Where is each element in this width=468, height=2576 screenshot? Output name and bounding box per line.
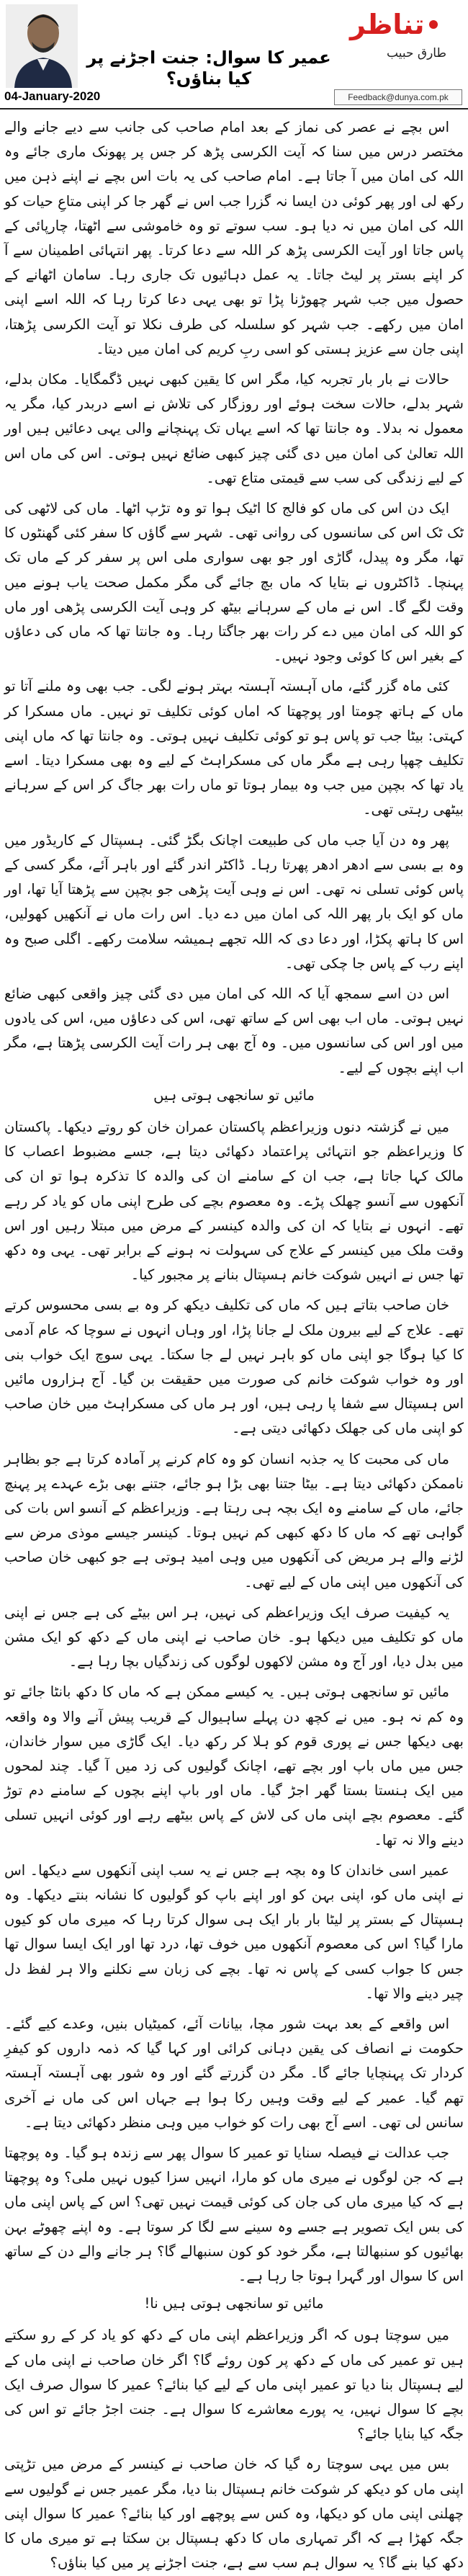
feedback-email[interactable]: Feedback@dunya.com.pk (334, 89, 462, 105)
article-paragraph: اس واقعے کے بعد بہت شور مچا، بیانات آئے، کمیٹیاں بنیں، وعدے کیے گئے۔ حکومت نے انصاف کی یقین دہانی کرائی اور کہا گیا کہ ذمہ داروں کو کیفرِ کردار تک پہنچایا جائے گا۔ مگر دن گزرتے گئے اور وہ شور بھی آہستہ آہستہ تھم گیا۔ عمیر کے لیے وقت وہیں رکا ہوا ہے جہاں اس کی ماں نے آخری سانس لی تھی۔ اسے آج بھی رات کو خواب میں وہی منظر دکھائی دیتا ہے۔ (4, 2016, 464, 2131)
refrain-line: مائیں تو سانجھی ہوتی ہیں (153, 1086, 315, 1104)
article-headline: عمیر کا سوال: جنت اجڑنے پر کیا بناؤں؟ (86, 48, 331, 89)
article-paragraph: اس بچے نے عصر کی نماز کے بعد امام صاحب کی جانب سے دیے جانے والے مختصر درس میں سنا کہ آیت الکرسی پڑھ کر جس پر پھونک ماری جائے وہ اللہ کی امان میں آ جاتا ہے۔ امام صاحب کی یہ بات اس بچے نے اپنے ذہن میں رکھ لی اور پھر کوئی دن ایسا نہ گزرا جب اس نے گھر جا کر اپنی متاعِ حیات کو اللہ کی امان میں نہ دیا ہو۔ سب سوتے تو وہ خاموشی سے اٹھتا، چارپائی کے پاس جاتا اور آیت الکرسی پڑھ کر اللہ سے دعا کرتا۔ پھر انتہائی اطمینان سے آ کر اپنے بستر پر لیٹ جاتا۔ یہ عمل دہائیوں تک جاری رہا۔ سامان اٹھانے کے حصول میں جب شہر چھوڑنا پڑا تو بھی یہی دعا کرتا رہا کہ اللہ اسے اپنی امان میں رکھے۔ جب شہر کو سلسلہ کی طرف نکلا تو آیت الکرسی پڑھتا، اپنی جان سے عزیز ہستی کو اسی ربِ کریم کی امان میں دیتا۔ (4, 119, 464, 357)
article-paragraph: عمیر اسی خاندان کا وہ بچہ ہے جس نے یہ سب اپنی آنکھوں سے دیکھا۔ اس نے اپنی ماں کو، اپنی بہن کو اور اپنے باپ کو گولیوں کا نشانہ بنتے دیکھا۔ وہ ہسپتال کے بستر پر لیٹا بار بار ایک ہی سوال کرتا رہا کہ میری ماں کو کیوں مارا گیا؟ اس کی معصوم آنکھوں میں خوف تھا، درد تھا اور ایک ایسا سوال تھا جس کا جواب کسی کے پاس نہ تھا۔ بچے کی زبان سے نکلنے والا ہر لفظ دل چیر دینے والا تھا۔ (4, 1861, 464, 2002)
article-paragraph: میں نے گزشتہ دنوں وزیراعظم پاکستان عمران خان کو روتے دیکھا۔ پاکستان کا وزیراعظم جو انتہائی پراعتماد دکھائی دیتا ہے، جسے مضبوط اعصاب کا مالک کہا جاتا ہے، جب ان کے سامنے ان کی والدہ کا تذکرہ ہوا تو ان کی آنکھوں سے آنسو چھلک پڑے۔ وہ معصوم بچے کی طرح اپنی ماں کو یاد کر رہے تھے۔ انہوں نے بتایا کہ ان کی والدہ کینسر کے مرض میں مبتلا رہیں اور اس وقت ملک میں کینسر کے علاج کی سہولت نہ ہونے کے برابر تھی۔ یہی وہ دکھ تھا جس نے انہیں شوکت خانم ہسپتال بنانے پر مجبور کیا۔ (4, 1118, 464, 1284)
article-paragraph: کئی ماہ گزر گئے، ماں آہستہ آہستہ بہتر ہونے لگی۔ جب بھی وہ ملنے آتا تو ماں کے ہاتھ چومتا اور پوچھتا کہ اماں کوئی تکلیف تو نہیں۔ ماں مسکرا کر کہتی: بیٹا جب تو پاس ہو تو کوئی تکلیف نہیں ہوتی۔ وہ جانتا تھا کہ ماں اپنی تکلیف چھپا رہی ہے مگر ماں کی مسکراہٹ کے لیے وہ بھی مسکرا دیتا۔ اسے یاد تھا کہ بچپن میں جب وہ بیمار ہوتا تو ماں رات بھر جاگ کر اس کے سرہانے بیٹھی رہتی تھی۔ (4, 678, 464, 818)
article-paragraph: میں سوچتا ہوں کہ اگر وزیراعظم اپنی ماں کے دکھ کو یاد کر کے رو سکتے ہیں تو عمیر کی ماں کے دکھ پر کون روئے گا؟ اگر خان صاحب نے اپنی ماں کے لیے ہسپتال بنا دیا تو عمیر اپنی ماں کے لیے کیا بنائے؟ عمیر کا سوال صرف ایک بچے کا سوال نہیں، یہ پورے معاشرے کا سوال ہے۔ جنت اجڑ جائے تو اس کی جگہ کیا بنایا جائے؟ (4, 2327, 464, 2443)
red-dot-icon (428, 19, 438, 30)
article-paragraph: یہ کیفیت صرف ایک وزیراعظم کی نہیں، ہر اس بیٹے کی ہے جس نے اپنی ماں کو تکلیف میں دیکھا ہو۔ خان صاحب نے اپنی ماں کے دکھ کو ایک مشن میں بدل دیا، اور آج وہ مشن لاکھوں لوگوں کی زندگیاں بچا رہا ہے۔ (4, 1604, 464, 1671)
article-paragraph: ماں کی محبت کا یہ جذبہ انسان کو وہ کام کرنے پر آمادہ کرتا ہے جو بظاہر ناممکن دکھائی دیتا ہے۔ بیٹا جتنا بھی بڑا ہو جائے، جتنے بھی بڑے عہدے پر پہنچ جائے، ماں کے سامنے وہ ایک بچہ ہی رہتا ہے۔ وزیراعظم کے آنسو اس بات کی گواہی تھے کہ ماں کا دکھ کبھی کم نہیں ہوتا۔ کینسر جیسے موذی مرض سے لڑنے والے ہر مریض کی آنکھوں میں وہی امید ہوتی ہے جو کبھی خان صاحب کی آنکھوں میں اپنی ماں کے لیے تھی۔ (4, 1450, 464, 1591)
column-header (0, 0, 468, 109)
author-name: طارق حبیب (387, 46, 446, 61)
article-paragraph: پھر وہ دن آیا جب ماں کی طبیعت اچانک بگڑ گئی۔ ہسپتال کے کاریڈور میں وہ بے بسی سے ادھر ادھر پھرتا رہا۔ ڈاکٹر اندر گئے اور باہر آئے، مگر کسی کے پاس کوئی تسلی نہ تھی۔ اس نے وہی آیت پڑھی جو بچپن سے پڑھتا آیا تھا، اور ماں کو ایک بار پھر اللہ کی امان میں دے دیا۔ اس رات ماں نے آنکھیں کھولیں، اس کا ہاتھ پکڑا، اور دعا دی کہ اللہ تجھے ہمیشہ سلامت رکھے۔ اگلی صبح وہ اپنے رب کے پاس جا چکی تھی۔ (4, 831, 464, 972)
column-logo-text: تناظر (350, 9, 425, 40)
author-avatar-icon (6, 4, 78, 88)
date-bar (0, 89, 468, 105)
article-paragraph: جب عدالت نے فیصلہ سنایا تو عمیر کا سوال پھر سے زندہ ہو گیا۔ وہ پوچھتا ہے کہ جن لوگوں نے میری ماں کو مارا، انہیں سزا کیوں نہیں ملی؟ وہ پوچھتا ہے کہ کیا میری ماں کی جان کی کوئی قیمت نہیں تھی؟ اس کے پاس اپنی ماں کی بس ایک تصویر ہے جسے وہ سینے سے لگا کر سوتا ہے۔ وہ اپنے چھوٹے بہن بھائیوں کو سنبھالتا ہے، مگر خود کو کون سنبھالے گا؟ ہر جانے والے دن کے ساتھ اس کا سوال اور گہرا ہوتا جا رہا ہے۔ (4, 2145, 464, 2285)
article-paragraph: اس دن اسے سمجھ آیا کہ اللہ کی امان میں دی گئی چیز واقعی کبھی ضائع نہیں ہوتی۔ ماں اب بھی اس کے ساتھ تھی، اس کی دعاؤں میں، اس کی یادوں میں اور اس کی سانسوں میں۔ وہ آج بھی ہر رات آیت الکرسی پڑھتا ہے، مگر اب اپنے بچوں کے لیے۔ (4, 985, 464, 1076)
article-paragraph: حالات نے بار بار تجربہ کیا، مگر اس کا یقین کبھی نہیں ڈگمگایا۔ مکان بدلے، شہر بدلے، حالات سخت ہوئے اور روزگار کی تلاش نے اسے دربدر کیا، مگر یہ معمول نہ بدلا۔ وہ جانتا تھا کہ اسے یہاں تک پہنچانے والی یہی دعائیں ہیں اور اللہ تعالیٰ کی امان میں دی گئی چیز کبھی ضائع نہیں ہوتی۔ اس کی ماں اس کے لیے زندگی کی سب سے قیمتی متاع تھی۔ (4, 371, 464, 486)
refrain-line: مائیں تو سانجھی ہوتی ہیں نا! (144, 2295, 324, 2312)
article-body (4, 115, 464, 2576)
article-paragraph: ایک دن اس کی ماں کو فالج کا اٹیک ہوا تو وہ تڑپ اٹھا۔ ماں کی لاٹھی کی ٹک ٹک اس کی سانسوں کی روانی تھی۔ شہر سے گاؤں کا سفر کئی گھنٹوں کا تھا، مگر وہ پیدل، گاڑی اور جو بھی سواری ملی اس پر سفر کر کے ماں تک پہنچا۔ ڈاکٹروں نے بتایا کہ ماں بچ جائے گی مگر مکمل صحت یاب ہونے میں وقت لگے گا۔ اس نے ماں کے سرہانے بیٹھ کر وہی آیت الکرسی پڑھی اور ماں کو اللہ کی امان میں دے کر رات بھر جاگتا رہا۔ وہ جانتا تھا کہ ماں کی دعاؤں کے بغیر اس کا کوئی وجود نہیں۔ (4, 500, 464, 665)
publication-date: 04-January-2020 (4, 89, 101, 103)
article-paragraph: خان صاحب بتاتے ہیں کہ ماں کی تکلیف دیکھ کر وہ بے بسی محسوس کرتے تھے۔ علاج کے لیے بیرون ملک لے جانا پڑا، اور وہاں انہوں نے سوچا کہ عام آدمی کا کیا ہوگا جو اپنی ماں کو باہر نہیں لے جا سکتا۔ یہی سوچ ایک خواب بنی اور وہ خواب شوکت خانم کی صورت میں حقیقت بن گیا۔ آج ہزاروں مائیں اس ہسپتال سے شفا پا رہی ہیں، اور ہر ماں کی مسکراہٹ میں خان صاحب کو اپنی ماں کی جھلک دکھائی دیتی ہے۔ (4, 1297, 464, 1437)
author-photo (6, 4, 78, 88)
article-paragraph: مائیں تو سانجھی ہوتی ہیں۔ یہ کیسے ممکن ہے کہ ماں کا دکھ بانٹا جائے تو وہ کم نہ ہو۔ میں نے کچھ دن پہلے ساہیوال کے قریب پیش آنے والا وہ واقعہ بھی دیکھا جس نے پوری قوم کو ہلا کر رکھ دیا۔ ایک گاڑی میں سوار خاندان، جس میں ماں باپ اور بچے تھے، اچانک گولیوں کی زد میں آ گیا۔ چند لمحوں میں ایک ہنستا بستا گھر اجڑ گیا۔ ماں اور باپ اپنے بچوں کے سامنے دم توڑ گئے۔ معصوم بچے اپنی ماں کی لاش کے پاس بیٹھے رہے اور کوئی انہیں تسلی دینے والا نہ تھا۔ (4, 1683, 464, 1848)
closing-paragraph: بس میں یہی سوچتا رہ گیا کہ خان صاحب نے کینسر کے مرض میں تڑپتی اپنی ماں کو دیکھ کر شوکت خانم ہسپتال بنا دیا، مگر عمیر جس نے گولیوں سے چھلنی اپنی ماں کو دیکھا، وہ کس سے پوچھے اور کیا بنائے؟ عمیر کا سوال اپنی جگہ کھڑا ہے کہ اگر تمہاری ماں کا دکھ ہسپتال بن سکتا ہے تو میری ماں کا دکھ کیا بنے گا؟ یہ سوال ہم سب سے ہے، جنت اجڑنے پر میں کیا بناؤں؟ (4, 2456, 464, 2572)
column-logo (350, 6, 458, 43)
